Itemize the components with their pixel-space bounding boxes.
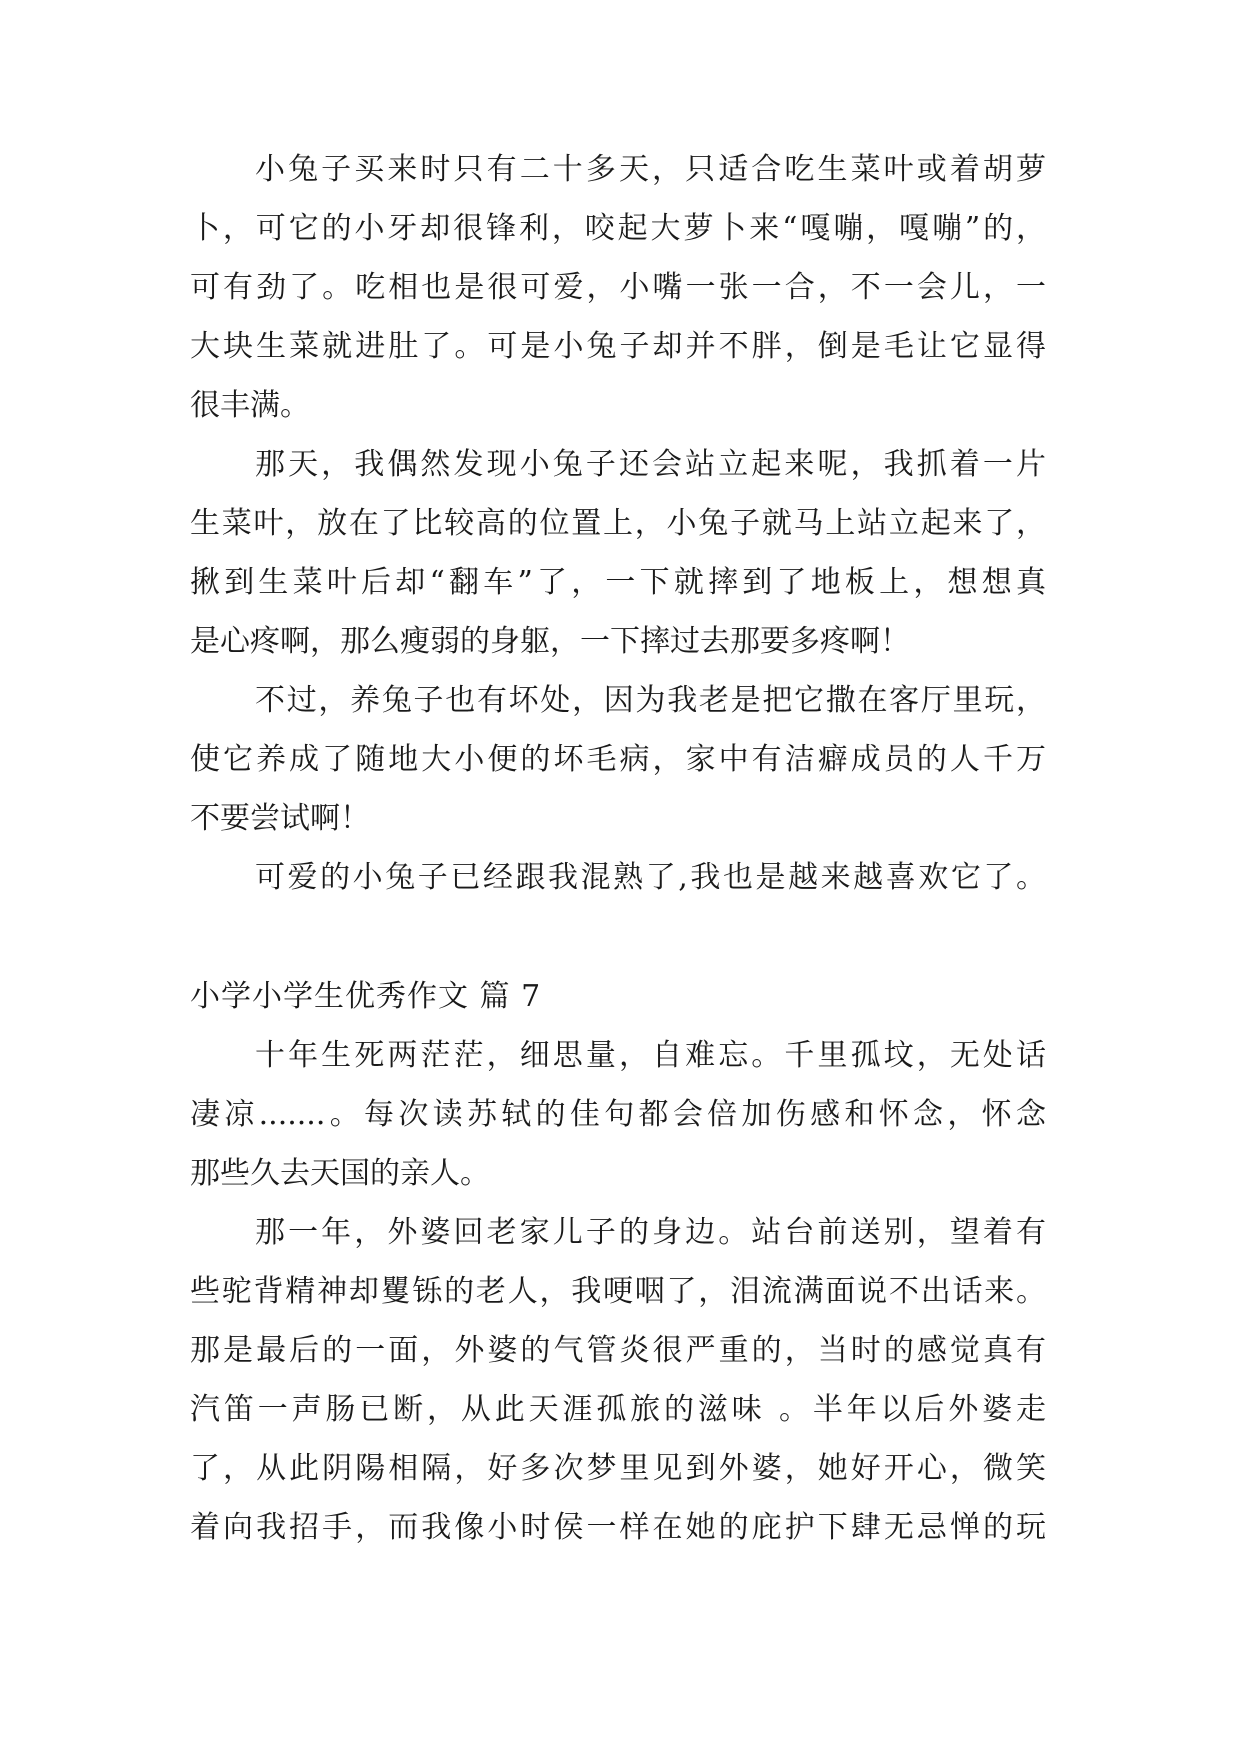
paragraph-line: 那天，我偶然发现小兔子还会站立起来呢，我抓着一片 (255, 447, 1046, 482)
paragraph-line: 大块生菜就进肚了。可是小兔子却并不胖，倒是毛让它显得 (190, 329, 1046, 364)
paragraph-line: 生菜叶，放在了比较高的位置上，小兔子就马上站立起来了， (190, 506, 1046, 541)
paragraph-line: 汽笛一声肠已断，从此天涯孤旅的滋味 。半年以后外婆走 (190, 1392, 1046, 1427)
paragraph-line: 些驼背精神却矍铄的老人，我哽咽了，泪流满面说不出话来。 (190, 1274, 1046, 1309)
paragraph-line: 使它养成了随地大小便的坏毛病，家中有洁癖成员的人千万 (190, 742, 1046, 777)
paragraph-line: 可有劲了。吃相也是很可爱，小嘴一张一合，不一会儿，一 (190, 270, 1046, 305)
paragraph-line: 凄凉.......。每次读苏轼的佳句都会倍加伤感和怀念，怀念 (190, 1097, 1046, 1132)
paragraph-line: 十年生死两茫茫，细思量，自难忘。千里孤坟，无处话 (255, 1038, 1046, 1073)
paragraph-line: 揪到生菜叶后却“翻车”了，一下就摔到了地板上，想想真 (190, 565, 1046, 600)
paragraph-line: 卜，可它的小牙却很锋利，咬起大萝卜来“嘎嘣，嘎嘣”的， (190, 211, 1046, 246)
paragraph-line: 那一年，外婆回老家儿子的身边。站台前送别，望着有 (255, 1215, 1046, 1250)
paragraph-line: 不要尝试啊！ (190, 801, 370, 836)
paragraph-line: 那些久去天国的亲人。 (190, 1156, 490, 1191)
paragraph-line: 那是最后的一面，外婆的气管炎很严重的，当时的感觉真有 (190, 1333, 1046, 1368)
paragraph-line: 很丰满。 (190, 388, 310, 423)
section-heading: 小学小学生优秀作文 篇 7 (190, 979, 542, 1014)
paragraph-line: 小兔子买来时只有二十多天，只适合吃生菜叶或着胡萝 (255, 152, 1046, 187)
paragraph-line: 了，从此阴陽相隔，好多次梦里见到外婆，她好开心，微笑 (190, 1451, 1046, 1486)
paragraph-line: 不过，养兔子也有坏处，因为我老是把它撒在客厅里玩， (255, 683, 1046, 718)
paragraph-line: 可爱的小兔子已经跟我混熟了,我也是越来越喜欢它了。 (255, 860, 1046, 895)
paragraph-line: 是心疼啊，那么瘦弱的身躯，一下摔过去那要多疼啊！ (190, 624, 910, 659)
paragraph-line: 着向我招手，而我像小时侯一样在她的庇护下肆无忌惮的玩 (190, 1510, 1046, 1545)
